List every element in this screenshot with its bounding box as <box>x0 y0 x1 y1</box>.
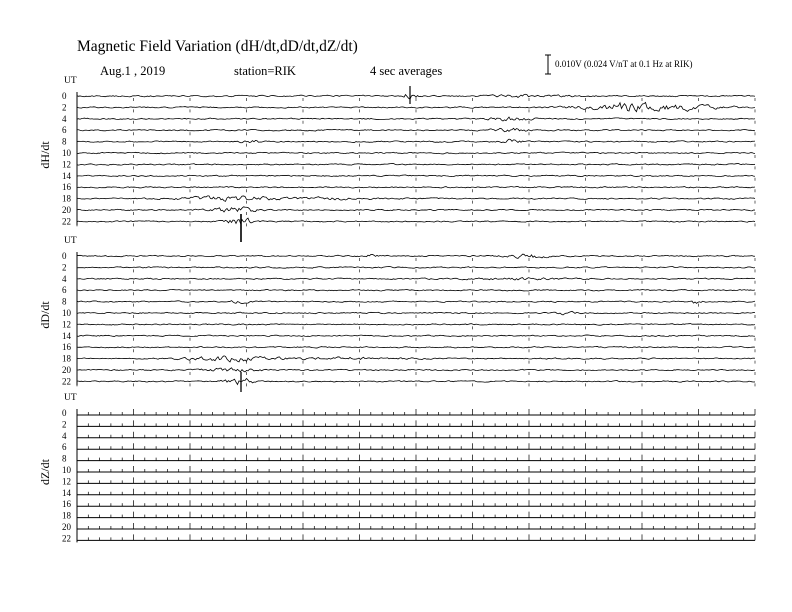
panel-label: dH/dt <box>38 141 52 169</box>
ut-label: UT <box>64 393 77 403</box>
trace-line <box>77 207 755 212</box>
panel-label: dZ/dt <box>38 459 52 485</box>
row-label: 8 <box>62 136 67 147</box>
trace-line <box>77 254 755 258</box>
row-label: 20 <box>62 365 71 375</box>
row-label: 20 <box>62 205 71 215</box>
trace-line <box>77 218 755 223</box>
row-label: 0 <box>62 91 67 101</box>
trace-line <box>77 175 755 177</box>
row-label: 12 <box>62 476 71 487</box>
ut-label: UT <box>64 236 77 246</box>
trace-line <box>77 117 755 121</box>
trace-line <box>77 196 755 201</box>
row-label: 8 <box>62 296 67 307</box>
trace-line <box>77 152 755 154</box>
row-label: 0 <box>62 408 67 418</box>
trace-line <box>77 163 755 165</box>
row-label: 22 <box>62 376 71 387</box>
row-label: 18 <box>62 510 71 521</box>
row-label: 16 <box>62 499 71 510</box>
row-label: 16 <box>62 182 71 193</box>
row-label: 4 <box>62 273 67 284</box>
trace-line <box>77 346 755 348</box>
row-label: 12 <box>62 159 71 170</box>
row-label: 10 <box>62 148 71 158</box>
row-label: 2 <box>62 419 67 430</box>
chart-title: Magnetic Field Variation (dH/dt,dD/dt,dZ/dt) <box>77 38 358 55</box>
row-label: 20 <box>62 522 71 532</box>
trace-line <box>77 289 755 291</box>
row-label: 14 <box>62 330 71 341</box>
row-label: 12 <box>62 319 71 330</box>
row-label: 22 <box>62 533 71 544</box>
row-label: 2 <box>62 262 67 273</box>
row-label: 2 <box>62 102 67 113</box>
trace-line <box>77 267 755 269</box>
panel-label: dD/dt <box>38 301 52 329</box>
trace-line <box>77 368 755 372</box>
trace-line <box>77 324 755 326</box>
row-label: 14 <box>62 170 71 181</box>
trace-line <box>77 139 755 143</box>
station-label: station=RIK <box>234 64 296 78</box>
date-label: Aug.1 , 2019 <box>100 64 166 78</box>
row-label: 18 <box>62 193 71 204</box>
row-label: 8 <box>62 453 67 464</box>
row-label: 4 <box>62 430 67 441</box>
scale-note: 0.010V (0.024 V/nT at 0.1 Hz at RIK) <box>555 59 693 69</box>
trace-line <box>77 278 755 280</box>
averages-label: 4 sec averages <box>370 64 443 78</box>
row-label: 18 <box>62 353 71 364</box>
row-label: 6 <box>62 285 67 296</box>
row-label: 4 <box>62 113 67 124</box>
trace-line <box>77 335 755 337</box>
row-label: 14 <box>62 487 71 498</box>
row-label: 0 <box>62 251 67 261</box>
trace-line <box>77 186 755 188</box>
row-label: 6 <box>62 442 67 453</box>
row-label: 10 <box>62 465 71 475</box>
row-label: 10 <box>62 308 71 318</box>
trace-line <box>77 301 755 304</box>
ut-label: UT <box>64 76 77 86</box>
trace-line <box>77 128 755 131</box>
row-label: 6 <box>62 125 67 136</box>
row-label: 22 <box>62 216 71 227</box>
row-label: 16 <box>62 342 71 353</box>
trace-line <box>77 311 755 315</box>
